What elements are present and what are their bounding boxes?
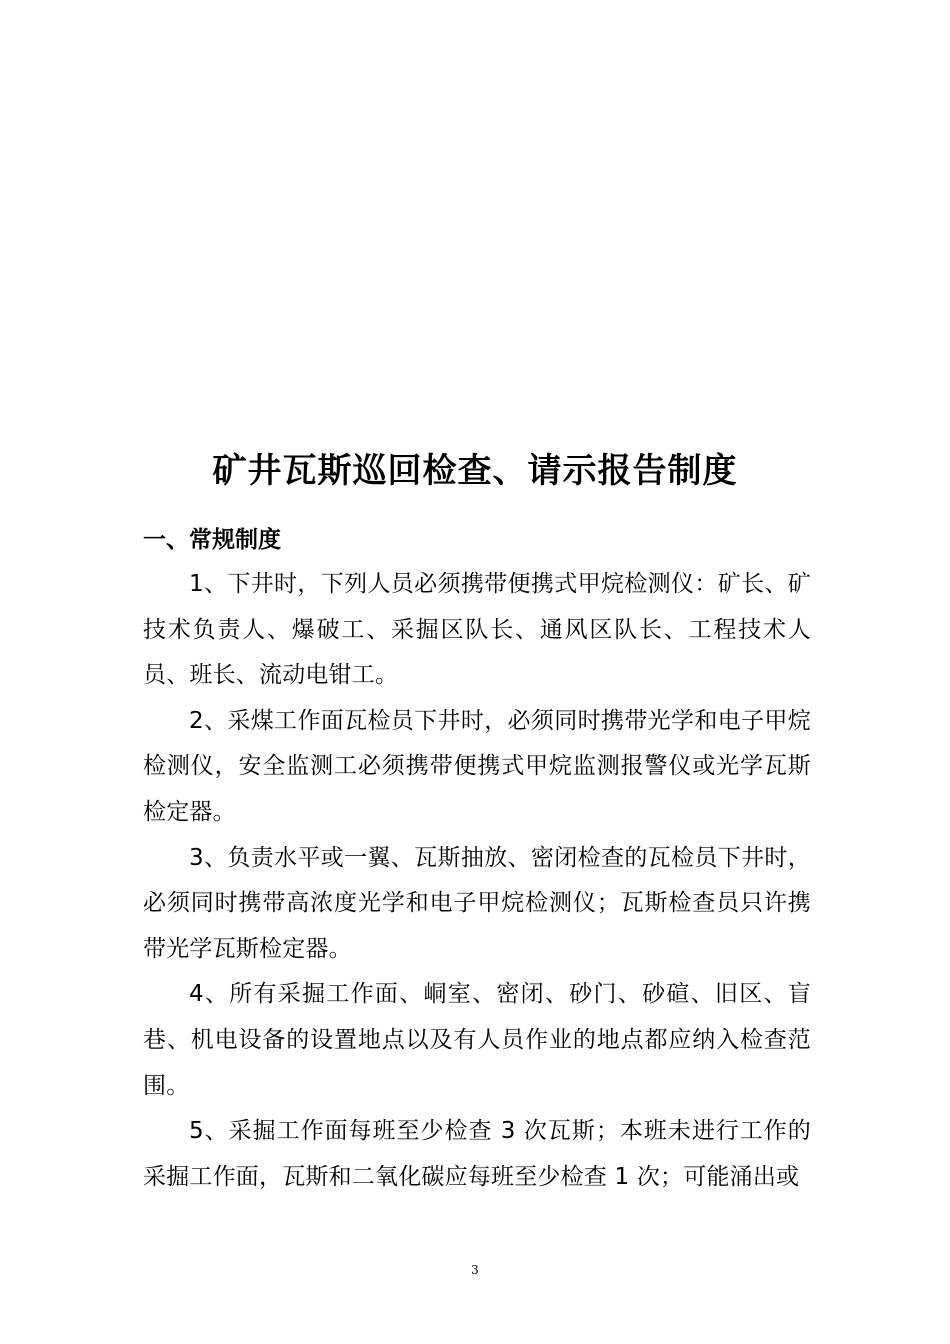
document-title: 矿井瓦斯巡回检查、请示报告制度 (212, 451, 738, 491)
paragraph-3: 3、负责水平或一翼、瓦斯抽放、密闭检查的瓦检员下井时，必须同时携带高浓度光学和电子甲烷检测仪；瓦斯检查员只许携带光学瓦斯检定器。 (143, 844, 811, 962)
paragraph-4: 4、所有采掘工作面、峒室、密闭、砂门、砂碹、旧区、盲巷、机电设备的设置地点以及有人员作业的地点都应纳入检查范围。 (143, 981, 811, 1099)
page-number: 3 (471, 1263, 479, 1277)
paragraph-5: 5、采掘工作面每班至少检查 3 次瓦斯；本班未进行工作的采掘工作面，瓦斯和二氧化碳应每班至少检查 1 次；可能涌出或 (143, 1118, 811, 1190)
paragraph-1: 1、下井时，下列人员必须携带便携式甲烷检测仪：矿长、矿技术负责人、爆破工、采掘区队长、通风区队长、工程技术人员、班长、流动电钳工。 (143, 571, 811, 689)
body-text (143, 562, 811, 1200)
section-heading: 一、常规制度 (143, 527, 281, 553)
paragraph-2: 2、采煤工作面瓦检员下井时，必须同时携带光学和电子甲烷检测仪，安全监测工必须携带便携式甲烷监测报警仪或光学瓦斯检定器。 (143, 707, 811, 825)
